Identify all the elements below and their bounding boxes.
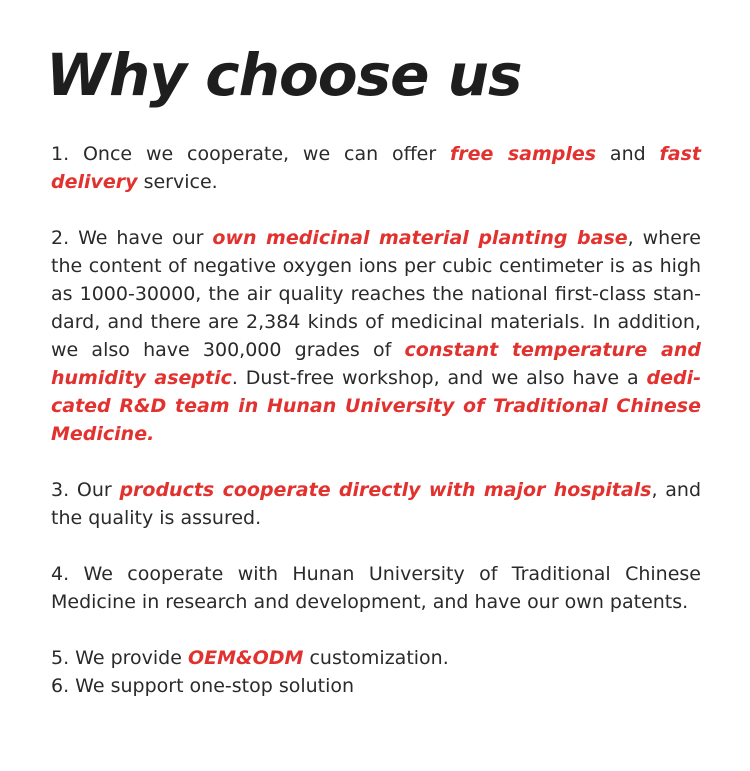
reason-2-text-1: 2. We have our: [51, 227, 213, 249]
reason-3-text-1: 3. Our: [51, 479, 120, 501]
reason-4-text-1: 4. We cooperate with Hunan University of Traditional Chinese Medicine in research and development, and have our own patents.: [51, 563, 701, 613]
page-title: Why choose us: [46, 41, 522, 109]
reason-4: [51, 560, 701, 616]
reason-2-text-3: . Dust-free workshop, and we also have a: [231, 367, 647, 389]
reason-3: [51, 476, 701, 532]
reason-5-highlight-oem-odm: OEM&ODM: [187, 647, 304, 669]
reason-1-text-2: and: [596, 143, 660, 165]
reason-1: [51, 140, 701, 196]
reason-2-highlight-aseptic: constant temperature and humidity aseptic: [51, 339, 701, 389]
reason-5-text-1: 5. We provide: [51, 647, 188, 669]
reason-3-text-2: , and the quality is assured.: [51, 479, 702, 529]
reason-1-text-1: 1. Once we cooperate, we can offer: [51, 143, 451, 165]
reason-2-highlight-planting-base: own medicinal material planting base: [212, 227, 628, 249]
reason-6-text-1: 6. We support one-stop solution: [51, 675, 355, 697]
reason-2-text-2: , where the content of negative oxygen ions per cubic centimeter is as high as 1000-30000, the air quality reaches the national first-class standard, and there are 2,384 kinds of medicinal materials. In addition, we also have 300,000 grades of: [51, 227, 701, 361]
reason-2-highlight-rd-team: dedicated R&D team in Hunan University of Traditional Chinese Medicine.: [51, 367, 701, 445]
reason-5: [51, 644, 701, 672]
reason-1-text-3: service.: [137, 171, 218, 193]
reason-1-highlight-fast-delivery: fast delivery: [51, 143, 702, 193]
reason-1-highlight-free-samples: free samples: [450, 143, 597, 165]
reason-5-text-2: customization.: [303, 647, 449, 669]
reason-2: [51, 224, 701, 448]
reasons-list: [51, 140, 701, 700]
reason-6: [51, 672, 701, 700]
reason-3-highlight-hospitals: products cooperate directly with major hospitals: [119, 479, 652, 501]
